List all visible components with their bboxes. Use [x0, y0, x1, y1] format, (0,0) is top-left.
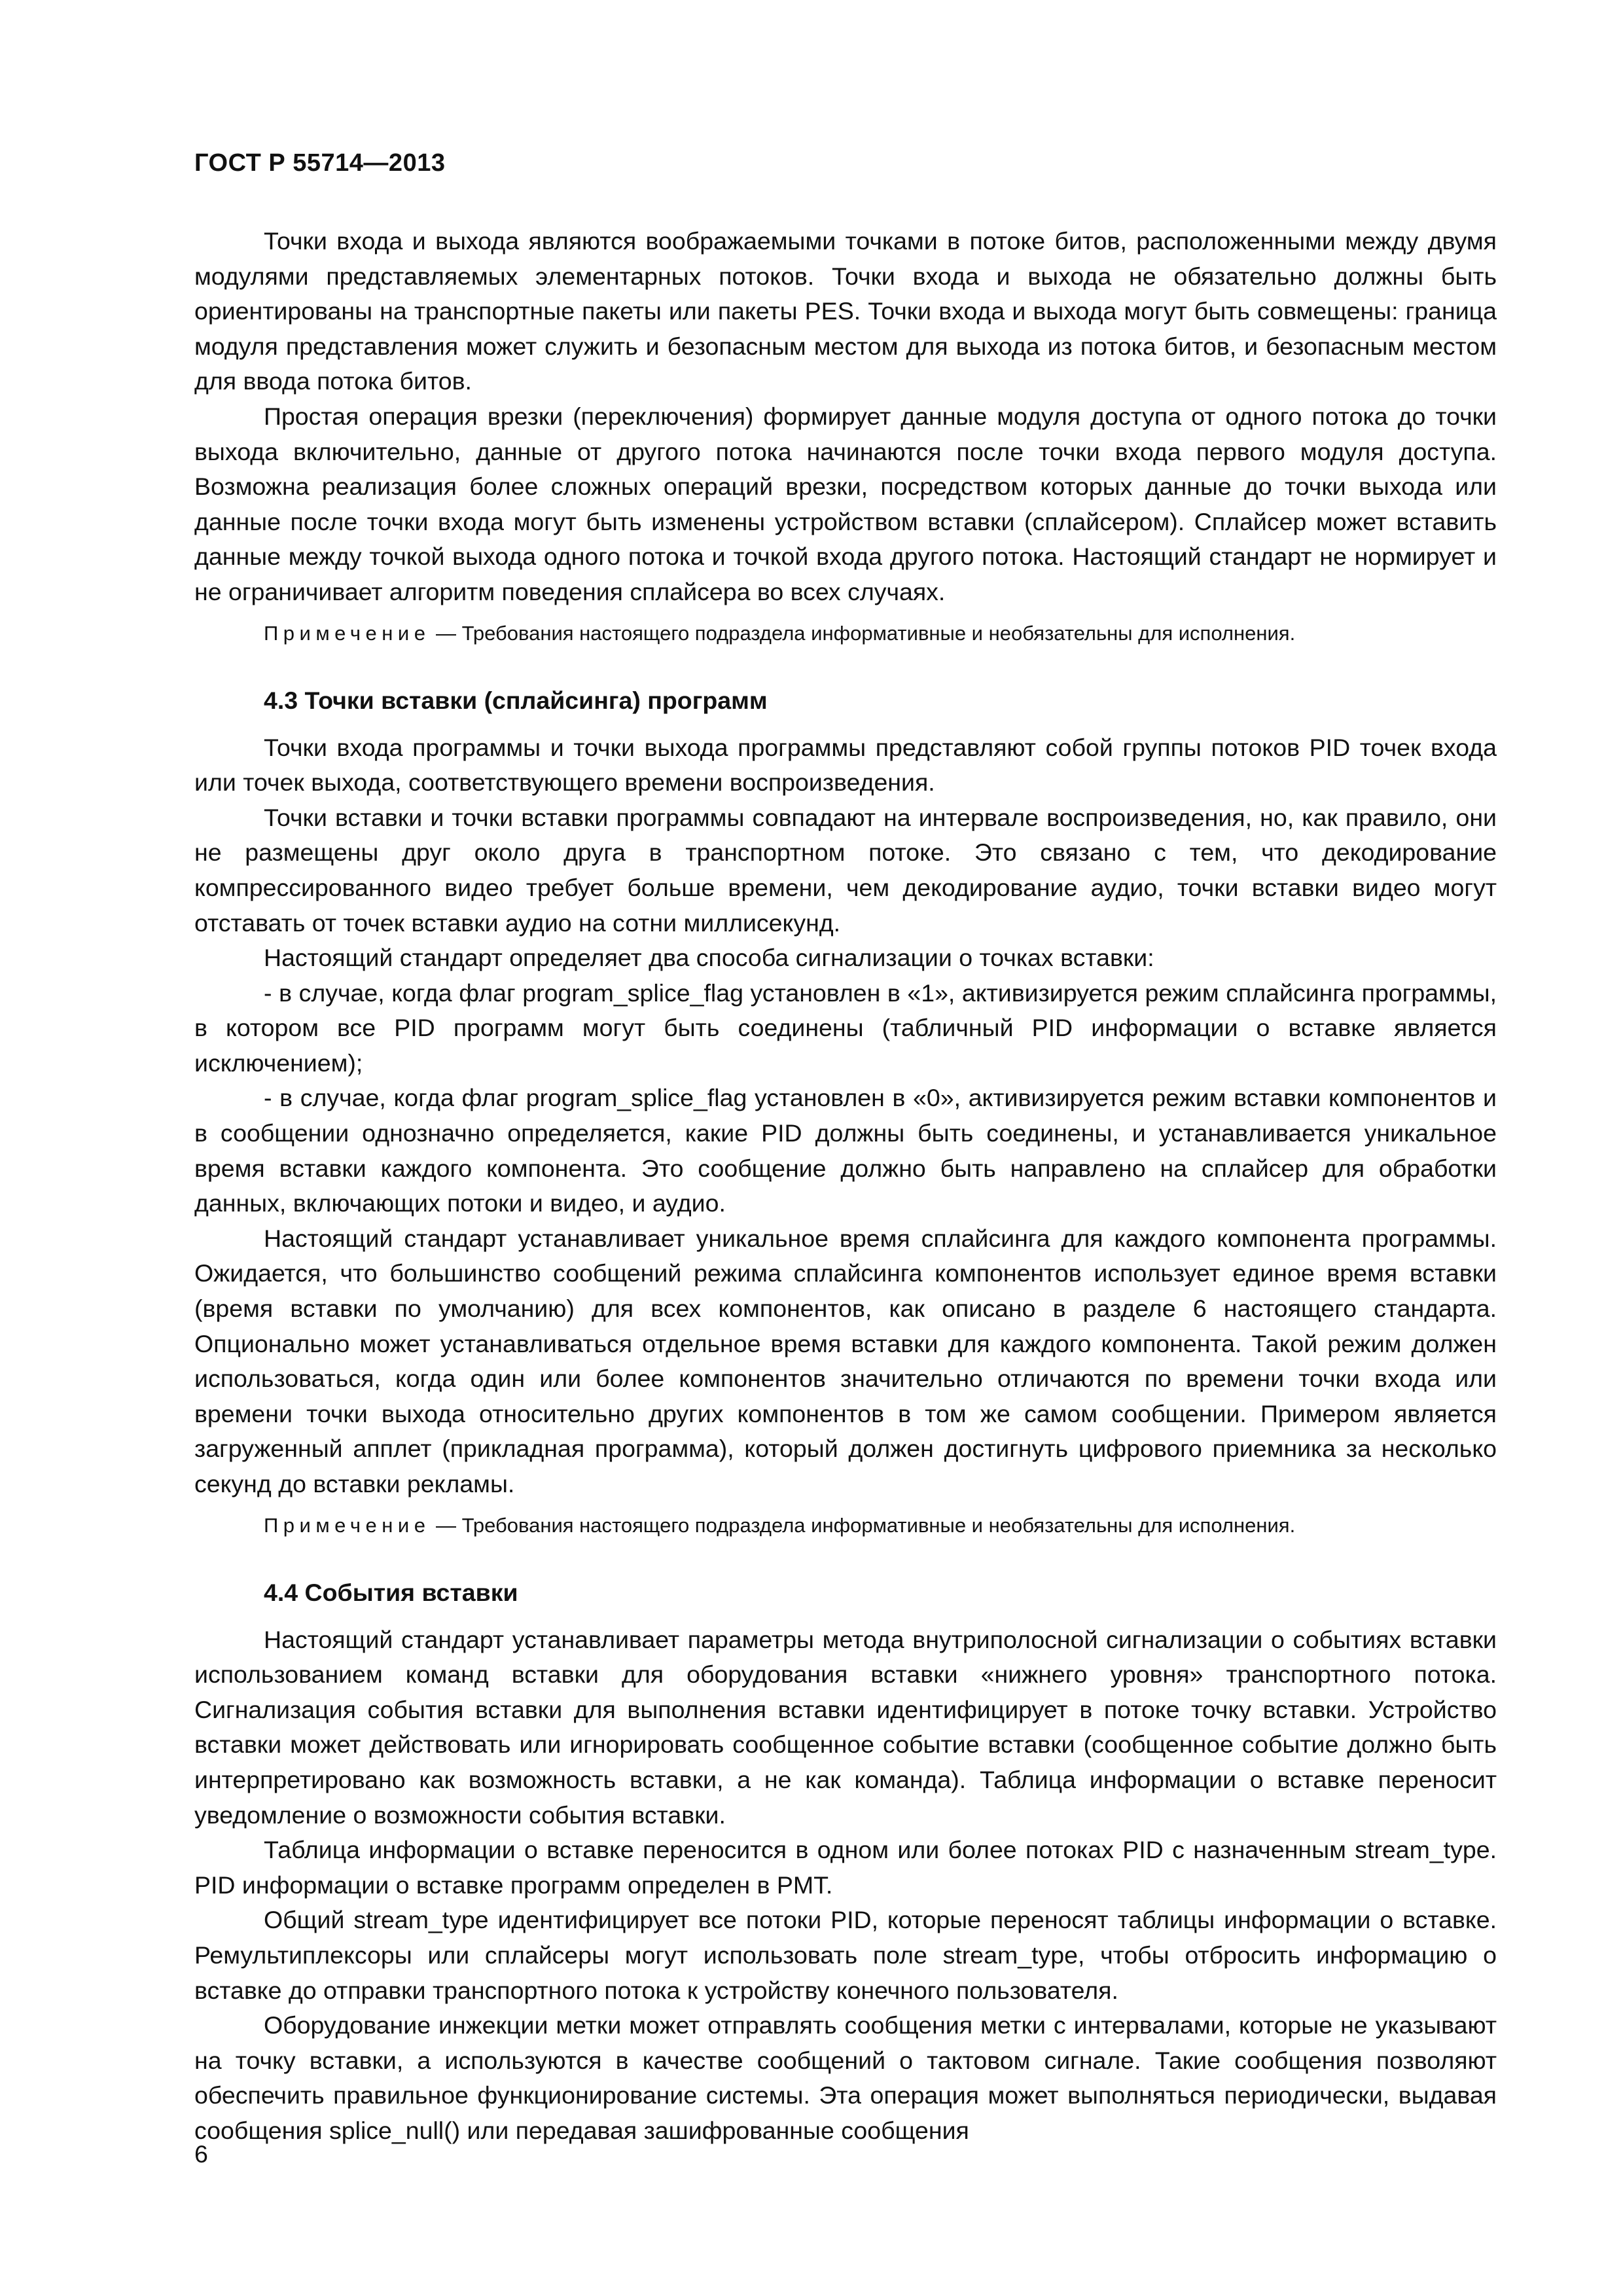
paragraph: Точки входа и выхода являются воображаемыми точками в потоке битов, расположенными между двумя модулями представляемых элементарных потоков. Точки входа и выхода не обязательно должны быть ориентированы на транспортные пакеты или пакеты PES. Точки входа и выхода могут быть совмещены: граница модуля представления может служить и безопасным местом для выхода из потока битов, и безопасным местом для ввода потока битов.	[194, 227, 1497, 395]
note-text: — Требования настоящего подраздела информативные и необязательны для исполнения.	[430, 1513, 1296, 1537]
paragraph: Таблица информации о вставке переносится в одном или более потоках PID с назначенным stream_type. PID информации о вставке программ определен в PMT.	[194, 1836, 1497, 1899]
note	[194, 1513, 1497, 1539]
paragraph: Настоящий стандарт определяет два способа сигнализации о точках вставки:	[264, 944, 1154, 972]
paragraph: Настоящий стандарт устанавливает параметры метода внутриполосной сигнализации о событиях вставки использованием команд вставки для оборудования вставки «нижнего уровня» транспортного потока. Сигнализация события вставки для выполнения вставки идентифицирует в потоке точку вставки. Устройство вставки может действовать или игнорировать сообщенное событие вставки (сообщенное событие должно быть интерпретировано как возможность вставки, а не как команда). Таблица информации о вставке переносит уведомление о возможности события вставки.	[194, 1625, 1497, 1829]
note-text: — Требования настоящего подраздела информативные и необязательны для исполнения.	[430, 621, 1296, 645]
document-header: ГОСТ Р 55714—2013	[194, 149, 446, 177]
paragraph: Оборудование инжекции метки может отправлять сообщения метки с интервалами, которые не указывают на точку вставки, а используются в качестве сообщений о тактовом сигнале. Такие сообщения позволяют обеспечить правильное функционирование системы. Эта операция может выполняться периодически, выдавая сообщения splice_null() или передавая зашифрованные сообщения	[194, 2011, 1497, 2144]
section-heading: 4.4 События вставки	[264, 1578, 518, 1606]
document-body	[194, 224, 1497, 2149]
note	[194, 620, 1497, 647]
paragraph: Точки входа программы и точки выхода программы представляют собой группы потоков PID точек входа или точек выхода, соответствующего времени воспроизведения.	[194, 733, 1497, 797]
paragraph: - в случае, когда флаг program_splice_flag установлен в «0», активизируется режим вставки компонентов и в сообщении однозначно определяется, какие PID должны быть соединены, и устанавливается уникальное время вставки каждого компонента. Это сообщение должно быть направлено на сплайсер для обработки данных, включающих потоки и видео, и аудио.	[194, 1084, 1497, 1217]
page-number: 6	[194, 2140, 208, 2168]
note-label: Примечение	[264, 1513, 431, 1537]
paragraph: - в случае, когда флаг program_splice_flag установлен в «1», активизируется режим сплайсинга программы, в котором все PID программ могут быть соединены (табличный PID информации о вставке является исключением);	[194, 978, 1497, 1077]
paragraph: Простая операция врезки (переключения) формирует данные модуля доступа от одного потока до точки выхода включительно, данные от другого потока начинаются после точки входа первого модуля доступа. Возможна реализация более сложных операций врезки, посредством которых данные до точки выхода или данные после точки входа могут быть изменены устройством вставки (сплайсером). Сплайсер может вставить данные между точкой выхода одного потока и точкой входа другого потока. Настоящий стандарт не нормирует и не ограничивает алгоритм поведения сплайсера во всех случаях.	[194, 402, 1497, 605]
paragraph: Точки вставки и точки вставки программы совпадают на интервале воспроизведения, но, как правило, они не размещены друг около друга в транспортном потоке. Это связано с тем, что декодирование компрессированного видео требует больше времени, чем декодирование аудио, точки вставки видео могут отставать от точек вставки аудио на сотни миллисекунд.	[194, 803, 1497, 937]
section-heading: 4.3 Точки вставки (сплайсинга) программ	[264, 686, 768, 714]
note-label: Примечение	[264, 621, 431, 645]
paragraph: Настоящий стандарт устанавливает уникальное время сплайсинга для каждого компонента программы. Ожидается, что большинство сообщений режима сплайсинга компонентов использует единое время вставки (время вставки по умолчанию) для всех компонентов, как описано в разделе 6 настоящего стандарта. Опционально может устанавливаться отдельное время вставки для каждого компонента. Такой режим должен использоваться, когда один или более компонентов значительно отличаются по времени точки входа или времени точки выхода относительно других компонентов в том же самом сообщении. Примером является загруженный апплет (прикладная программа), который должен достигнуть цифрового приемника за несколько секунд до вставки рекламы.	[194, 1224, 1497, 1498]
paragraph: Общий stream_type идентифицирует все потоки PID, которые переносят таблицы информации о вставке. Ремультиплексоры или сплайсеры могут использовать поле stream_type, чтобы отбросить информацию о вставке до отправки транспортного потока к устройству конечного пользователя.	[194, 1906, 1497, 2004]
